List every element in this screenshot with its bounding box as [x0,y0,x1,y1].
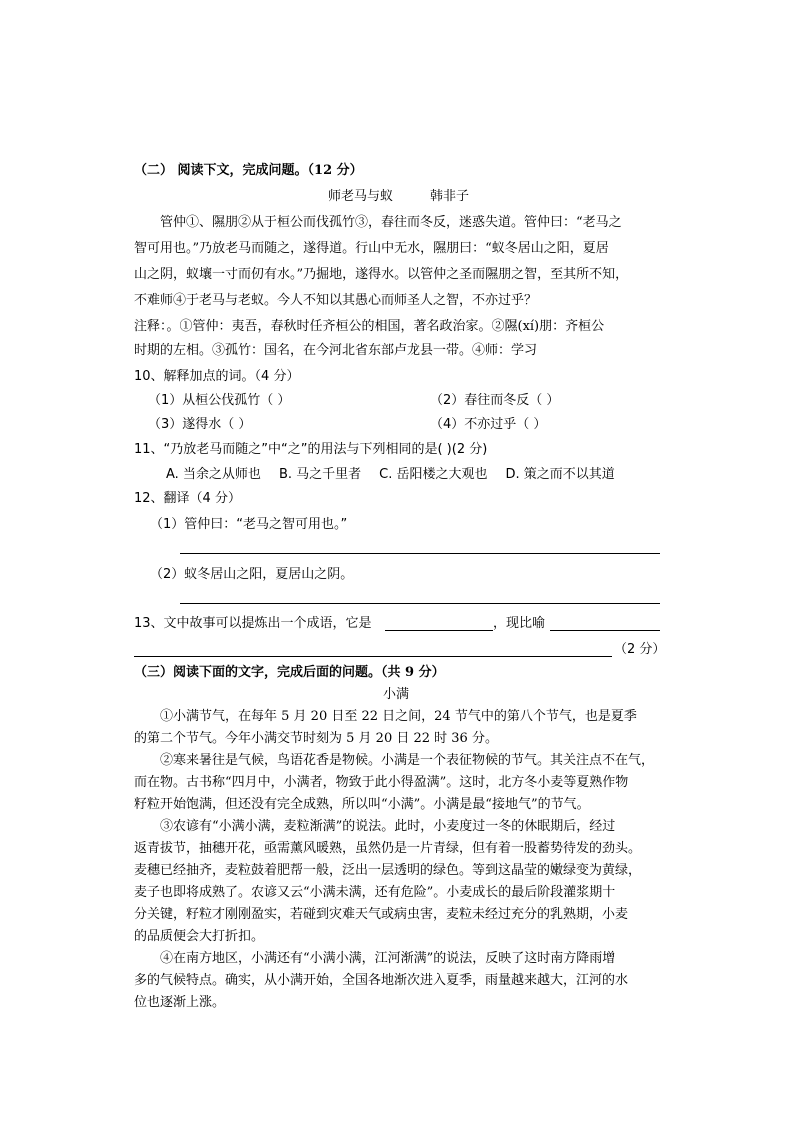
q13-part2: ，现比喻 [493,616,546,631]
q11-options [166,466,615,484]
q13-score: （2 分） [614,642,666,657]
passage-title: 师老马与蚁 [328,189,394,204]
para3-line-6: 的品质便会大打折扣。 [134,929,265,944]
para3-line-1: ③农谚有“小满小满，麦粒渐满”的说法。此时，小麦度过一冬的休眠期后，经过 [160,819,616,834]
section2-heading: （二） 阅读下文，完成问题。（12 分） [134,163,363,178]
passage-line-1: 管仲①、隰朋②从于桓公而伐孤竹③，春往而冬反，迷惑失道。管仲曰：“老马之 [160,215,622,230]
q12-item-2: （2）蚁冬居山之阳，夏居山之阴。 [150,567,354,582]
para3-line-2: 返青拔节，抽穗开花，亟需薰风暖熟，虽然仍是一片青绿，但有着一股蓄势待发的劲头。 [134,841,642,856]
q11-option-d: D. 策之而不以其道 [505,467,615,482]
para2-line-1: ②寒来暑往是气候，鸟语花香是物候。小满是一个表征物候的节气。其关注点不在气， [160,753,655,768]
q10-stem: 10、解释加点的词。（4 分） [134,369,300,384]
q13-part1: 13、文中故事可以提炼出一个成语，它是 [134,616,372,631]
q12-answer-line-1[interactable] [180,553,660,554]
section3-heading: （三）阅读下面的文字，完成后面的问题。（共 9 分） [134,665,445,680]
passage-author: 韩非子 [430,189,470,204]
para4-line-1: ④在南方地区，小满还有“小满小满，江河渐满”的说法，反映了这时南方降雨增 [160,951,616,966]
q10-item-2: （2）春往而冬反（ ） [430,393,560,408]
q12-answer-line-2[interactable] [180,603,660,604]
passage-line-2: 智可用也。”乃放老马而随之，遂得道。行山中无水，隰朋曰：“蚁冬居山之阳，夏居 [134,241,609,256]
q10-item-4: （4）不亦过乎（ ） [430,417,547,432]
notes-line-1: 注释：。①管仲：夷吾，春秋时任齐桓公的相国，著名政治家。②隰(xí)朋：齐桓公 [134,319,605,334]
q10-item-3: （3）遂得水（ ） [148,417,252,432]
q13-meaning-blank-1[interactable] [550,630,660,631]
para4-line-2: 多的气候特点。确实，从小满开始，全国各地渐次进入夏季，雨量越来越大，江河的水 [134,973,629,988]
para2-line-3: 籽粒开始饱满，但还没有完全成熟，所以叫“小满”。小满是最“接地气”的节气。 [134,797,590,812]
notes-line-2: 时期的左相。③孤竹：国名，在今河北省东部卢龙县一带。④师：学习 [134,343,538,358]
passage-line-4: 不难师④于老马与老蚁。今人不知以其愚心而师圣人之智，不亦过乎？ [134,293,538,308]
q13-meaning-blank-2[interactable] [134,656,612,657]
para1-line-2: 的第二个节气。今年小满交节时刻为 5 月 20 日 22 时 36 分。 [134,731,498,746]
q11-option-a: A. 当余之从师也 [166,467,261,482]
q11-option-c: C. 岳阳楼之大观也 [379,467,488,482]
q13-idiom-blank[interactable] [385,630,493,631]
para4-line-3: 位也逐渐上涨。 [134,995,226,1010]
para3-line-4: 麦子也即将成熟了。农谚又云“小满未满，还有危险”。小麦成长的最后阶段灌浆期十 [134,885,616,900]
passage-line-3: 山之阴，蚁壤一寸而仞有水。”乃掘地，遂得水。以管仲之圣而隰朋之智，至其所不知， [134,267,629,282]
para1-line-1: ①小满节气，在每年 5 月 20 日至 22 日之间，24 节气中的第八个节气，也是夏季 [160,709,637,724]
q10-item-1: （1）从桓公伐孤竹（ ） [148,393,291,408]
q11-stem: 11、“乃放老马而随之”中“之”的用法与下列相同的是( )(2 分) [134,442,488,457]
para3-line-5: 分关键，籽粒才刚刚盈实，若碰到灾难天气或病虫害，麦粒未经过充分的乳熟期，小麦 [134,907,629,922]
para2-line-2: 而在物。古书称“四月中，小满者，物致于此小得盈满”。这时，北方冬小麦等夏熟作物 [134,775,629,790]
para3-line-3: 麦穗已经抽齐，麦粒鼓着肥帮一般，泛出一层透明的绿色。等到这晶莹的嫩绿变为黄绿， [134,863,642,878]
q12-stem: 12、翻译（4 分） [134,491,241,506]
q12-item-1: （1）管仲曰：“老马之智可用也。” [150,517,348,532]
q11-option-b: B. 马之千里者 [278,467,362,482]
section3-title: 小满 [383,687,410,702]
